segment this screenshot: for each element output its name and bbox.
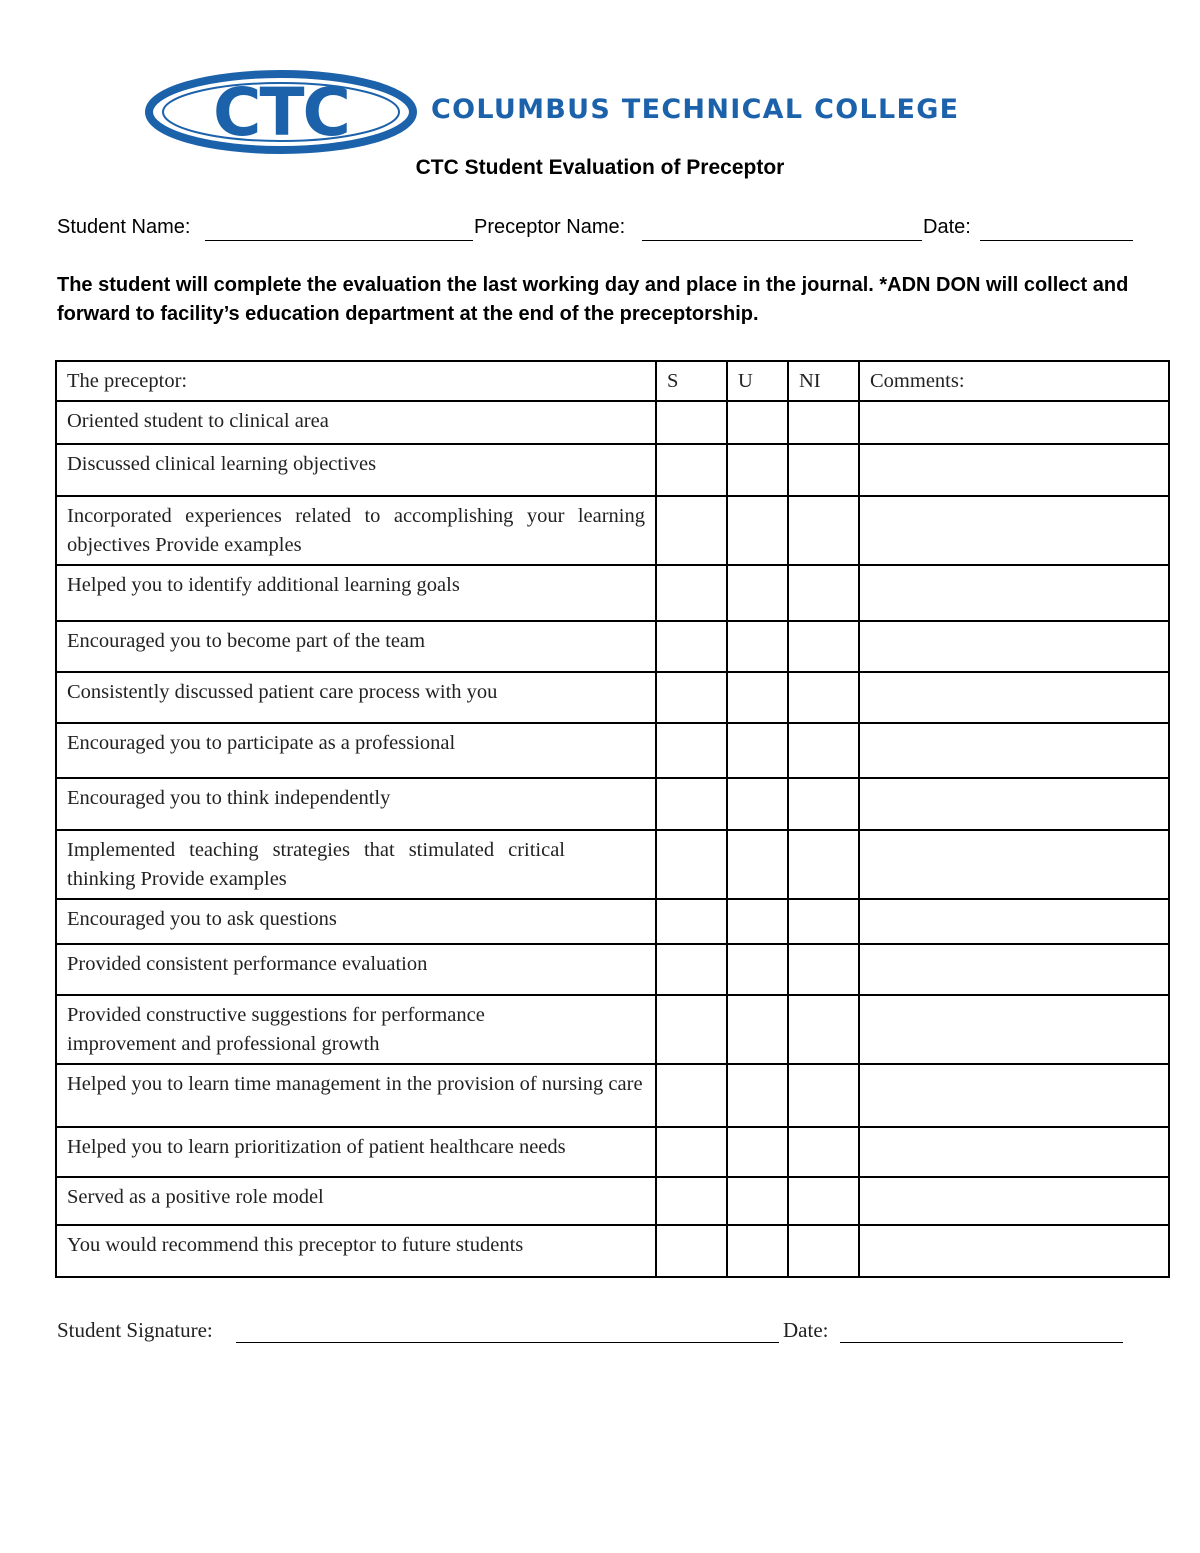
table-row: [56, 1064, 1169, 1127]
rating-u-cell[interactable]: [727, 621, 788, 672]
rating-u-cell[interactable]: [727, 672, 788, 723]
date-field[interactable]: [980, 240, 1133, 241]
rating-ni-cell[interactable]: [788, 1127, 859, 1177]
criterion-text: You would recommend this preceptor to future students: [56, 1225, 656, 1277]
comments-cell[interactable]: [859, 1064, 1169, 1127]
preceptor-name-label: Preceptor Name:: [474, 216, 626, 238]
rating-s-cell[interactable]: [656, 995, 727, 1064]
rating-ni-cell[interactable]: [788, 1225, 859, 1277]
table-row: [56, 778, 1169, 830]
table-row: [56, 1225, 1169, 1277]
rating-ni-cell[interactable]: [788, 830, 859, 899]
header-unsatisfactory: U: [727, 361, 788, 401]
rating-s-cell[interactable]: [656, 723, 727, 778]
table-row: [56, 1177, 1169, 1225]
student-name-field[interactable]: [205, 240, 473, 241]
comments-cell[interactable]: [859, 944, 1169, 995]
comments-cell[interactable]: [859, 1127, 1169, 1177]
form-title: CTC Student Evaluation of Preceptor: [415, 156, 785, 179]
comments-cell[interactable]: [859, 621, 1169, 672]
rating-ni-cell[interactable]: [788, 1177, 859, 1225]
rating-ni-cell[interactable]: [788, 401, 859, 444]
table-row: [56, 1127, 1169, 1177]
signature-line: [57, 1318, 1127, 1348]
college-name: COLUMBUS TECHNICAL COLLEGE: [431, 94, 960, 125]
header-comments: Comments:: [859, 361, 1169, 401]
preceptor-name-field[interactable]: [642, 240, 922, 241]
rating-u-cell[interactable]: [727, 723, 788, 778]
criterion-text: Discussed clinical learning objectives: [56, 444, 656, 496]
comments-cell[interactable]: [859, 1225, 1169, 1277]
criterion-text: Helped you to learn time management in the provision of nursing care: [56, 1064, 656, 1127]
rating-u-cell[interactable]: [727, 1064, 788, 1127]
criterion-text: Helped you to learn prioritization of patient healthcare needs: [56, 1127, 656, 1177]
criterion-text: Encouraged you to ask questions: [56, 899, 656, 944]
table-row: [56, 899, 1169, 944]
rating-ni-cell[interactable]: [788, 672, 859, 723]
rating-s-cell[interactable]: [656, 830, 727, 899]
header-satisfactory: S: [656, 361, 727, 401]
rating-ni-cell[interactable]: [788, 778, 859, 830]
rating-u-cell[interactable]: [727, 496, 788, 565]
criterion-text: Encouraged you to participate as a professional: [56, 723, 656, 778]
table-row: [56, 723, 1169, 778]
table-row: [56, 621, 1169, 672]
rating-s-cell[interactable]: [656, 444, 727, 496]
rating-ni-cell[interactable]: [788, 944, 859, 995]
date-label: Date:: [923, 216, 971, 238]
logo-text: CTC: [213, 74, 349, 151]
comments-cell[interactable]: [859, 723, 1169, 778]
rating-u-cell[interactable]: [727, 778, 788, 830]
table-header-row: [56, 361, 1169, 401]
comments-cell[interactable]: [859, 444, 1169, 496]
criterion-text: Consistently discussed patient care process with you: [56, 672, 656, 723]
rating-ni-cell[interactable]: [788, 723, 859, 778]
rating-s-cell[interactable]: [656, 1127, 727, 1177]
comments-cell[interactable]: [859, 1177, 1169, 1225]
student-signature-label: Student Signature:: [57, 1318, 213, 1342]
rating-s-cell[interactable]: [656, 1064, 727, 1127]
criterion-text: Provided consistent performance evaluation: [56, 944, 656, 995]
student-info-line: [57, 216, 1137, 244]
student-signature-field[interactable]: [236, 1342, 779, 1343]
rating-ni-cell[interactable]: [788, 444, 859, 496]
rating-ni-cell[interactable]: [788, 621, 859, 672]
student-name-label: Student Name:: [57, 216, 191, 238]
comments-cell[interactable]: [859, 778, 1169, 830]
criterion-text: Oriented student to clinical area: [56, 401, 656, 444]
rating-u-cell[interactable]: [727, 899, 788, 944]
comments-cell[interactable]: [859, 899, 1169, 944]
rating-u-cell[interactable]: [727, 444, 788, 496]
table-row: [56, 401, 1169, 444]
table-row: [56, 944, 1169, 995]
table-row: [56, 995, 1169, 1064]
college-logo: [143, 68, 1063, 158]
criterion-text: Provided constructive suggestions for performance improvement and professional growth: [56, 995, 656, 1064]
comments-cell[interactable]: [859, 565, 1169, 621]
rating-s-cell[interactable]: [656, 565, 727, 621]
rating-u-cell[interactable]: [727, 565, 788, 621]
comments-cell[interactable]: [859, 401, 1169, 444]
rating-u-cell[interactable]: [727, 944, 788, 995]
rating-ni-cell[interactable]: [788, 565, 859, 621]
rating-s-cell[interactable]: [656, 1177, 727, 1225]
rating-s-cell[interactable]: [656, 944, 727, 995]
rating-u-cell[interactable]: [727, 401, 788, 444]
criterion-text: Incorporated experiences related to accomplishing your learning objectives Provide examples: [56, 496, 656, 565]
comments-cell[interactable]: [859, 672, 1169, 723]
rating-s-cell[interactable]: [656, 621, 727, 672]
header-criterion: The preceptor:: [56, 361, 656, 401]
rating-u-cell[interactable]: [727, 830, 788, 899]
evaluation-table: [55, 360, 1170, 1278]
comments-cell[interactable]: [859, 830, 1169, 899]
rating-s-cell[interactable]: [656, 401, 727, 444]
ctc-oval-logo: [143, 68, 423, 158]
rating-s-cell[interactable]: [656, 778, 727, 830]
table-row: [56, 444, 1169, 496]
signature-date-label: Date:: [783, 1318, 829, 1342]
table-row: [56, 830, 1169, 899]
rating-u-cell[interactable]: [727, 995, 788, 1064]
signature-date-field[interactable]: [840, 1342, 1123, 1343]
criterion-text: Implemented teaching strategies that stimulated critical thinking Provide examples: [56, 830, 656, 899]
instructions-text: The student will complete the evaluation the last working day and place in the journal. *ADN DON will collect and forward to facility’s education department at the end of the preceptorship.: [57, 274, 1129, 325]
rating-u-cell[interactable]: [727, 1127, 788, 1177]
rating-s-cell[interactable]: [656, 496, 727, 565]
criterion-text: Encouraged you to become part of the team: [56, 621, 656, 672]
header-needs-improvement: NI: [788, 361, 859, 401]
rating-s-cell[interactable]: [656, 899, 727, 944]
criterion-text: Encouraged you to think independently: [56, 778, 656, 830]
table-row: [56, 672, 1169, 723]
rating-u-cell[interactable]: [727, 1177, 788, 1225]
rating-ni-cell[interactable]: [788, 496, 859, 565]
table-row: [56, 496, 1169, 565]
rating-ni-cell[interactable]: [788, 1064, 859, 1127]
rating-s-cell[interactable]: [656, 1225, 727, 1277]
comments-cell[interactable]: [859, 496, 1169, 565]
criterion-text: Helped you to identify additional learning goals: [56, 565, 656, 621]
table-row: [56, 565, 1169, 621]
rating-s-cell[interactable]: [656, 672, 727, 723]
criterion-text: Served as a positive role model: [56, 1177, 656, 1225]
comments-cell[interactable]: [859, 995, 1169, 1064]
rating-u-cell[interactable]: [727, 1225, 788, 1277]
rating-ni-cell[interactable]: [788, 899, 859, 944]
rating-ni-cell[interactable]: [788, 995, 859, 1064]
